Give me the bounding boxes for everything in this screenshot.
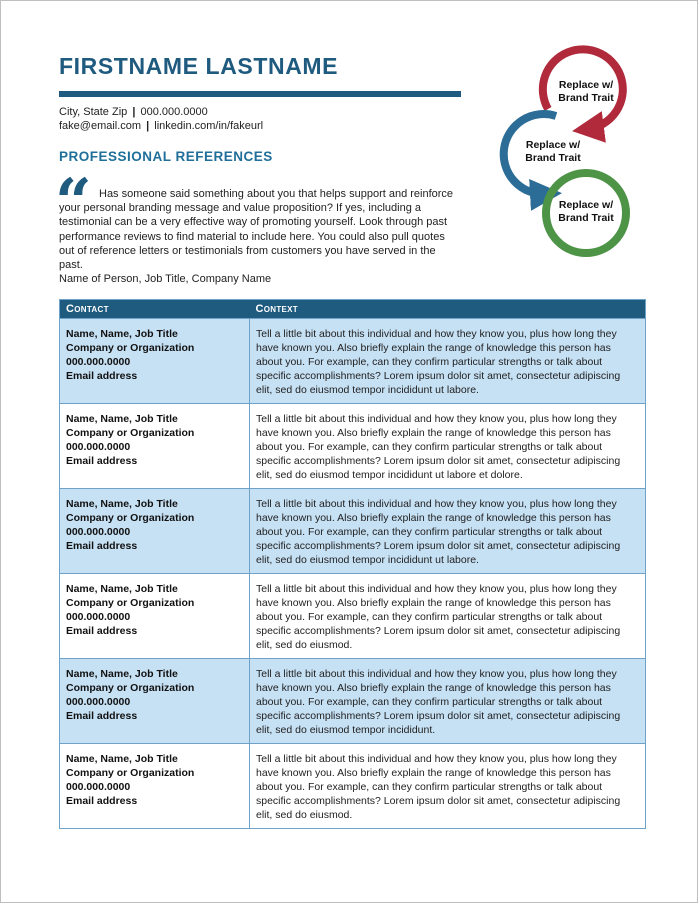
name-underline-rule [59,91,461,97]
table-row [60,659,646,744]
separator: | [132,106,136,118]
table-row [60,319,646,404]
location-text: City, State Zip [59,106,128,118]
reference-contact-cell: Name, Name, Job Title Company or Organization 000.000.0000 Email address [60,319,250,404]
candidate-name: FIRSTNAME LASTNAME [59,53,339,79]
reference-contact-cell: Name, Name, Job Title Company or Organization 000.000.0000 Email address [60,404,250,489]
linkedin-link[interactable]: linkedin.com/in/fakeurl [154,120,264,132]
brand-trait-label-3: Replace w/ Brand Trait [558,199,614,224]
testimonial-attribution: Name of Person, Job Title, Company Name [59,273,272,285]
phone-text: 000.000.0000 [140,106,208,118]
reference-contact-cell: Name, Name, Job Title Company or Organization 000.000.0000 Email address [60,489,250,574]
reference-contact-cell: Name, Name, Job Title Company or Organization 000.000.0000 Email address [60,659,250,744]
references-table [59,299,646,829]
reference-context-cell: Tell a little bit about this individual and how they know you, plus how long they have known you. Also briefly explain the range of knowledge this person has about you. For example, can they confirm particular strengths or talk about specific accomplishments? Lorem ipsum dolor sit amet, consectetur adipiscing elit, sed do eiusmod tempor incididunt ut labore. [250,489,646,574]
testimonial-text: Has someone said something about you that helps support and reinforce your personal branding message and value proposition? If yes, including a testimonial can be a very effective way of promoting yourself. Look through past performance reviews to find material to include here. You could also pull quotes out of reference letters or testimonials from customers you have served in the past. [59,188,454,272]
reference-context-cell: Tell a little bit about this individual and how they know you, plus how long they have known you. Also briefly explain the range of knowledge this person has about you. For example, can they confirm particular strengths or talk about specific accomplishments? Lorem ipsum dolor sit amet, consectetur adipiscing elit, sed do eiusmod tempor incididunt ut labore et dolore. [250,404,646,489]
brand-trait-label-1: Replace w/ Brand Trait [558,79,614,104]
reference-context-cell: Tell a little bit about this individual and how they know you, plus how long they have known you. Also briefly explain the range of knowledge this person has about you. For example, can they confirm particular strengths or talk about specific accomplishments? Lorem ipsum dolor sit amet, consectetur adipiscing elit, sed do eiusmod tempor incididunt ut labore. [250,319,646,404]
reference-context-cell: Tell a little bit about this individual and how they know you, plus how long they have known you. Also briefly explain the range of knowledge this person has about you. For example, can they confirm particular strengths or talk about specific accomplishments? Lorem ipsum dolor sit amet, consectetur adipiscing elit, sed do eiusmod. [250,574,646,659]
table-row [60,744,646,829]
reference-context-cell: Tell a little bit about this individual and how they know you, plus how long they have known you. Also briefly explain the range of knowledge this person has about you. For example, can they confirm particular strengths or talk about specific accomplishments? Lorem ipsum dolor sit amet, consectetur adipiscing elit, sed do eiusmod. [250,744,646,829]
reference-contact-cell: Name, Name, Job Title Company or Organization 000.000.0000 Email address [60,574,250,659]
table-header-row [60,300,646,319]
table-row [60,489,646,574]
quote-icon: “ [55,165,92,240]
contact-line-location [59,106,208,118]
reference-contact-cell: Name, Name, Job Title Company or Organization 000.000.0000 Email address [60,744,250,829]
column-header-context: Context [250,300,646,319]
column-header-contact: Contact [60,300,250,319]
brand-trait-diagram [496,41,646,261]
email-link[interactable]: fake@email.com [59,120,142,132]
reference-context-cell: Tell a little bit about this individual and how they know you, plus how long they have known you. Also briefly explain the range of knowledge this person has about you. For example, can they confirm particular strengths or talk about specific accomplishments? Lorem ipsum dolor sit amet, consectetur adipiscing elit, sed do eiusmod tempor incididunt. [250,659,646,744]
section-title: PROFESSIONAL REFERENCES [59,149,273,164]
contact-line-online [59,120,263,132]
separator: | [146,120,150,132]
table-row [60,404,646,489]
brand-trait-label-2: Replace w/ Brand Trait [525,139,581,164]
table-row [60,574,646,659]
